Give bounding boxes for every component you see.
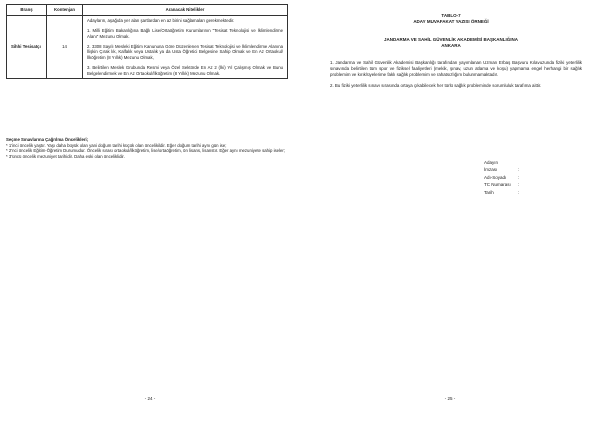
signature-row [484, 166, 524, 173]
table-label: TABLO-7 [441, 13, 461, 18]
document-header [320, 13, 582, 25]
signature-colon: : [518, 174, 520, 180]
right-page [300, 0, 600, 424]
signature-block [484, 159, 524, 196]
qualification-item: 1. Milli Eğitim Bakanlığına Bağlı Lise/Ortaöğretim Kurumlarının "Tesisat Teknolojisi ve İklimlendirme Alanı" Mezunu Olmak. [87, 28, 283, 39]
priority-item: * 2'nci öncelik Eğitim-Öğretim Durumudur. Öncelik sırası ortaokul/ilköğretim, lise/ortaöğretim, ön lisans, lisanstır. Eğer aynı mezuniyete sahip iseler; [6, 148, 286, 154]
signature-colon: : [518, 189, 520, 195]
priority-section [6, 137, 290, 159]
document-title: ADAY MUVAFAKAT YAZISI ÖRNEĞİ [413, 18, 489, 24]
consent-body [330, 60, 582, 95]
page-number: - 25 - [444, 396, 456, 401]
addressee [320, 37, 582, 49]
quota-cell: 14 [47, 16, 83, 79]
signature-row [484, 159, 524, 166]
priority-item: * 1'inci öncelik yaştır. Yaşı daha büyük olan yani doğum tarihi küçük olan öncelikildir. Eğer doğum tarihi aynı gün ise; [6, 142, 227, 148]
header-quota: Kontenjan [47, 5, 83, 16]
branch-cell: Sihhi Tesisatçı [7, 16, 47, 79]
criteria-table [6, 4, 288, 79]
signature-colon: : [518, 167, 520, 173]
signature-colon: : [518, 182, 520, 188]
qualification-item: 2. 3308 Sayılı Mesleki Eğitim Kanununa Göre Düzenlenen Tesisat Teknolojisi ve İklimlendirme Alanına İlişkin Çırak lık, Kalfalık veya Ustalık ya da Usta Öğretici Belgesine Sahip Olmak ve En Az Ortaokul/İlköğretim (8 Yıllık) Mezunu Olmak, [87, 43, 283, 60]
header-qualifications: Aranacak Nitelikler [83, 5, 288, 16]
signature-colon [518, 159, 524, 166]
signature-row [484, 189, 524, 196]
consent-paragraph: 2. Bu fiziki yeterlilik sınavı sırasında ortaya çıkabilecek her türlü sağlık probleminde sorumluluk tarafıma aittir. [330, 83, 542, 89]
signature-row [484, 174, 524, 181]
signature-label: TC Numarası [484, 182, 511, 188]
addressee-city: ANKARA [441, 42, 461, 48]
addressee-name: JANDARMA VE SAHİL GÜVENLİK AKADEMİSİ BAŞKANLIĞINA [383, 37, 519, 42]
page-number: - 24 - [144, 396, 156, 401]
qualification-item: 3. Belirtilen Meslek Grubunda Resmi veya Özel Sektörde En Az 2 (İki) Yıl Çalışmış Olmak ve Bunu Belgelendirmek ve En Az Ortaokul/İlköğretim (8 Yıllık) Mezunu Olmak. [87, 65, 283, 76]
table-header-row [7, 5, 288, 16]
signature-label: İmzası [484, 167, 498, 173]
signature-label: Adı-Soyadı [484, 174, 507, 180]
priority-title: Seçme Sınavlarına Çağrılma Öncelikleri; [6, 137, 89, 142]
qualifications-cell [83, 16, 288, 79]
signature-row [484, 181, 524, 188]
priority-item: * 3'üncü öncelik mezuniyet tarihidir. Daha eski olan önceliklidir. [6, 153, 125, 159]
table-row [7, 16, 288, 79]
header-branch: Branş [7, 5, 47, 16]
signature-label: Tarih [484, 189, 494, 195]
qualification-intro: Adayların, aşağıda yer alan şartlardan en az birini sağlamaları gerekmektedir. [87, 18, 235, 23]
consent-paragraph: 1. Jandarma ve Sahil Güvenlik Akademisi Başkanlığı tarafından yayımlanan Uzman Erbaş Başvuru Kılavuzunda fiziki yeterlilik sınavında belirtilen tüm spor ve fiziksel faaliyetleri (mekik, şınav, uzun atlama ve koşu) yapmama engel herhangi bir sağlık problemim ve kırık/üyelerime faklı sağlık problemim ve rahatsızlığım bulunmamaktadır. [330, 60, 582, 77]
signature-label: Adayın [484, 160, 499, 165]
